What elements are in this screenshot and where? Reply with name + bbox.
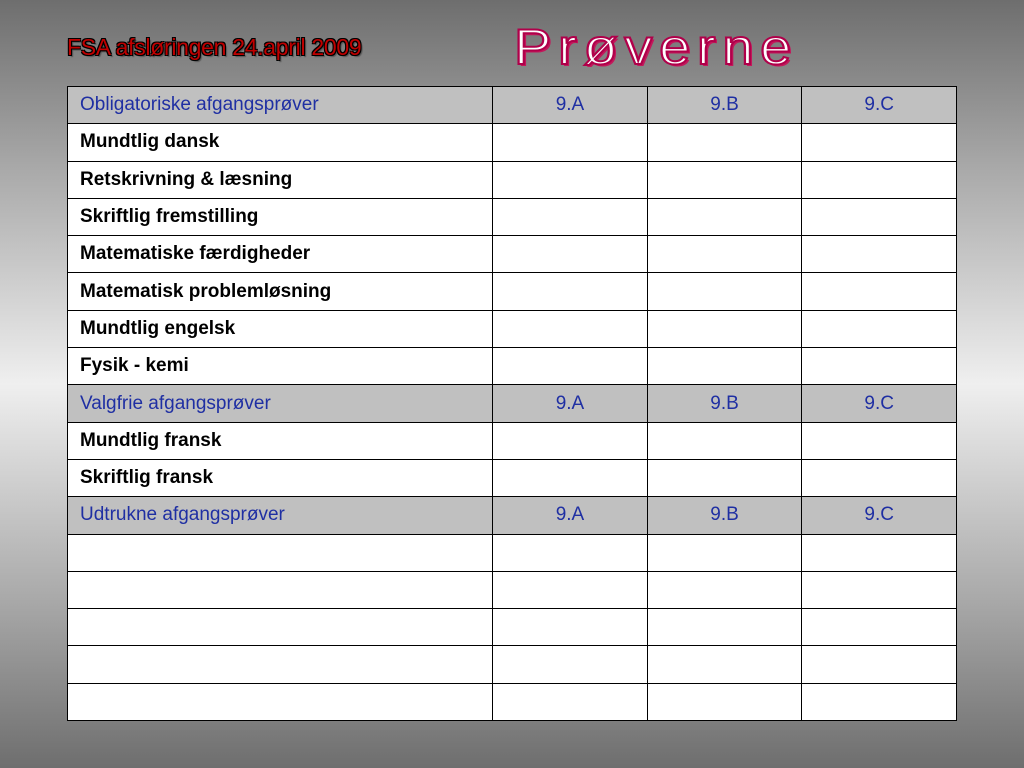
exam-name <box>68 571 493 608</box>
exam-name <box>68 683 493 720</box>
table-row <box>68 348 957 385</box>
cell-9a <box>493 348 648 385</box>
table-row <box>68 534 957 571</box>
exam-name: Fysik - kemi <box>68 348 493 385</box>
exam-name <box>68 609 493 646</box>
class-header-9a: 9.A <box>493 87 648 124</box>
cell-9a <box>493 571 648 608</box>
class-header-9a: 9.A <box>493 385 648 422</box>
cell-9b <box>647 198 802 235</box>
section-header-row <box>68 87 957 124</box>
section-header-row <box>68 497 957 534</box>
slide-title: Prøverne <box>514 19 799 75</box>
cell-9a <box>493 161 648 198</box>
exam-name <box>68 534 493 571</box>
table-row <box>68 646 957 683</box>
cell-9a <box>493 609 648 646</box>
cell-9b <box>647 124 802 161</box>
cell-9a <box>493 459 648 496</box>
cell-9b <box>647 646 802 683</box>
slide-subtitle: FSA afsløringen 24.april 2009 <box>67 34 362 60</box>
cell-9a <box>493 534 648 571</box>
exam-name: Skriftlig fremstilling <box>68 198 493 235</box>
exam-name: Skriftlig fransk <box>68 459 493 496</box>
cell-9c <box>802 534 957 571</box>
cell-9b <box>647 161 802 198</box>
section-label: Valgfrie afgangsprøver <box>68 385 493 422</box>
exam-name <box>68 646 493 683</box>
cell-9a <box>493 422 648 459</box>
table-row <box>68 459 957 496</box>
cell-9c <box>802 348 957 385</box>
table-row <box>68 273 957 310</box>
section-label: Obligatoriske afgangsprøver <box>68 87 493 124</box>
exam-table <box>67 86 957 721</box>
cell-9c <box>802 273 957 310</box>
cell-9c <box>802 236 957 273</box>
table-row <box>68 161 957 198</box>
table-row <box>68 310 957 347</box>
table-row <box>68 683 957 720</box>
cell-9c <box>802 422 957 459</box>
cell-9c <box>802 609 957 646</box>
exam-name: Mundtlig fransk <box>68 422 493 459</box>
table-row <box>68 609 957 646</box>
class-header-9b: 9.B <box>647 385 802 422</box>
exam-name: Matematisk problemløsning <box>68 273 493 310</box>
cell-9c <box>802 310 957 347</box>
cell-9b <box>647 422 802 459</box>
cell-9c <box>802 124 957 161</box>
cell-9b <box>647 459 802 496</box>
class-header-9c: 9.C <box>802 385 957 422</box>
cell-9a <box>493 273 648 310</box>
cell-9b <box>647 273 802 310</box>
exam-name: Matematiske færdigheder <box>68 236 493 273</box>
class-header-9c: 9.C <box>802 87 957 124</box>
cell-9c <box>802 459 957 496</box>
cell-9a <box>493 236 648 273</box>
section-header-row <box>68 385 957 422</box>
exam-name: Mundtlig engelsk <box>68 310 493 347</box>
cell-9b <box>647 571 802 608</box>
class-header-9b: 9.B <box>647 87 802 124</box>
cell-9b <box>647 310 802 347</box>
section-label: Udtrukne afgangsprøver <box>68 497 493 534</box>
cell-9c <box>802 198 957 235</box>
cell-9b <box>647 236 802 273</box>
table-row <box>68 124 957 161</box>
table-row <box>68 571 957 608</box>
cell-9c <box>802 161 957 198</box>
class-header-9c: 9.C <box>802 497 957 534</box>
table-row <box>68 198 957 235</box>
table-row <box>68 422 957 459</box>
cell-9b <box>647 348 802 385</box>
cell-9b <box>647 683 802 720</box>
cell-9a <box>493 124 648 161</box>
cell-9a <box>493 310 648 347</box>
exam-name: Mundtlig dansk <box>68 124 493 161</box>
class-header-9a: 9.A <box>493 497 648 534</box>
cell-9b <box>647 534 802 571</box>
cell-9a <box>493 646 648 683</box>
class-header-9b: 9.B <box>647 497 802 534</box>
exam-name: Retskrivning & læsning <box>68 161 493 198</box>
cell-9a <box>493 683 648 720</box>
cell-9c <box>802 646 957 683</box>
table-row <box>68 236 957 273</box>
cell-9a <box>493 198 648 235</box>
cell-9c <box>802 571 957 608</box>
cell-9b <box>647 609 802 646</box>
cell-9c <box>802 683 957 720</box>
